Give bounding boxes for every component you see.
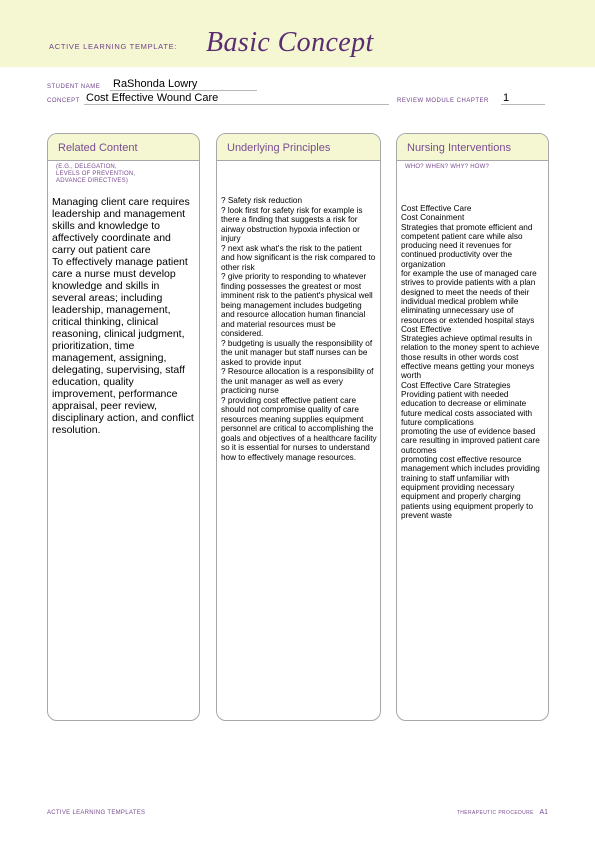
review-chapter-label: REVIEW MODULE CHAPTER — [397, 98, 489, 104]
page-title: Basic Concept — [206, 27, 374, 58]
concept-label: CONCEPT — [47, 98, 80, 104]
underlying-principles-text[interactable]: ? Safety risk reduction ? look first for safety risk for example is there a finding that suggests a risk for airway obstruction hypoxia infection or injury ? next ask what's the risk to the patient and how significant is the risk compared to other risk ? give priority to responding to whatever finding possesses the greatest or most imminent risk to the patient's physical well being management includes budgeting and resource allocation human financial and material resources must be considered. ? budgeting is usually the responsibility of the unit manager but staff nurses can be asked to provide input ? Resource allocation is a responsibility of the unit manager as well as every practicing nurse ? providing cost effective patient care should not compromise quality of care resources meaning supplies equipment personnel are critical to accomplishing the goals and objectives of a healthcare facility so it is essential for nurses to understand how to effectively manage resources. — [221, 196, 377, 462]
underlying-principles-heading: Underlying Principles — [217, 134, 380, 161]
concept-value[interactable]: Cost Effective Wound Care — [86, 92, 219, 104]
template-label: ACTIVE LEARNING TEMPLATE: — [49, 42, 178, 51]
footer-procedure-label: THERAPEUTIC PROCEDURE — [456, 810, 534, 816]
related-content-hint: (E.G., DELEGATION, LEVELS OF PREVENTION, ADVANCE DIRECTIVES) — [56, 164, 136, 184]
student-name-label: STUDENT NAME — [47, 84, 101, 90]
underlying-principles-panel — [216, 133, 381, 721]
related-content-heading: Related Content — [48, 134, 199, 161]
student-name-value[interactable]: RaShonda Lowry — [113, 78, 198, 90]
nursing-interventions-hint: WHO? WHEN? WHY? HOW? — [405, 164, 490, 170]
nursing-interventions-panel — [396, 133, 549, 721]
student-name-underline — [110, 90, 257, 91]
footer-code: A1 — [539, 809, 548, 816]
nursing-interventions-text[interactable]: Cost Effective Care Cost Conainment Strategies that promote efficient and competent patient care while also producing need it revenues for continued productivity over the organization for example the use of managed care strives to provide patients with a plan designed to meet the needs of their individual medical problem while eliminating unnecessary use of resources or extended hospital stays Cost Effective Strategies achieve optimal results in relation to the money spent to achieve those results in other words cost effective means getting your moneys worth Cost Effective Care Strategies Providing patient with needed education to decrease or eliminate future medical costs associated with future complications promoting the use of evidence based care resulting in improved patient care outcomes promoting cost effective resource management which includes providing training to staff unfamiliar with equipment providing necessary equipment and properly charging patients using equipment properly to prevent waste — [401, 204, 540, 520]
concept-underline — [84, 104, 389, 105]
review-chapter-value[interactable]: 1 — [503, 92, 510, 104]
related-content-panel — [47, 133, 200, 721]
related-content-text[interactable]: Managing client care requires leadership and management skills and knowledge to affectively coordinate and carry out patient care To effectively manage patient care a nurse must develop knowledge and skills in several areas; including leadership, management, critical thinking, clinical reasoning, clinical judgment, prioritization, time management, assigning, delegating, supervising, staff education, quality improvement, performance appraisal, peer review, disciplinary action, and conflict resolution. — [52, 196, 194, 436]
footer-series-label: ACTIVE LEARNING TEMPLATES — [47, 810, 146, 816]
review-chapter-underline — [501, 104, 545, 105]
nursing-interventions-heading: Nursing Interventions — [397, 134, 548, 161]
footer-page-code — [457, 809, 548, 816]
